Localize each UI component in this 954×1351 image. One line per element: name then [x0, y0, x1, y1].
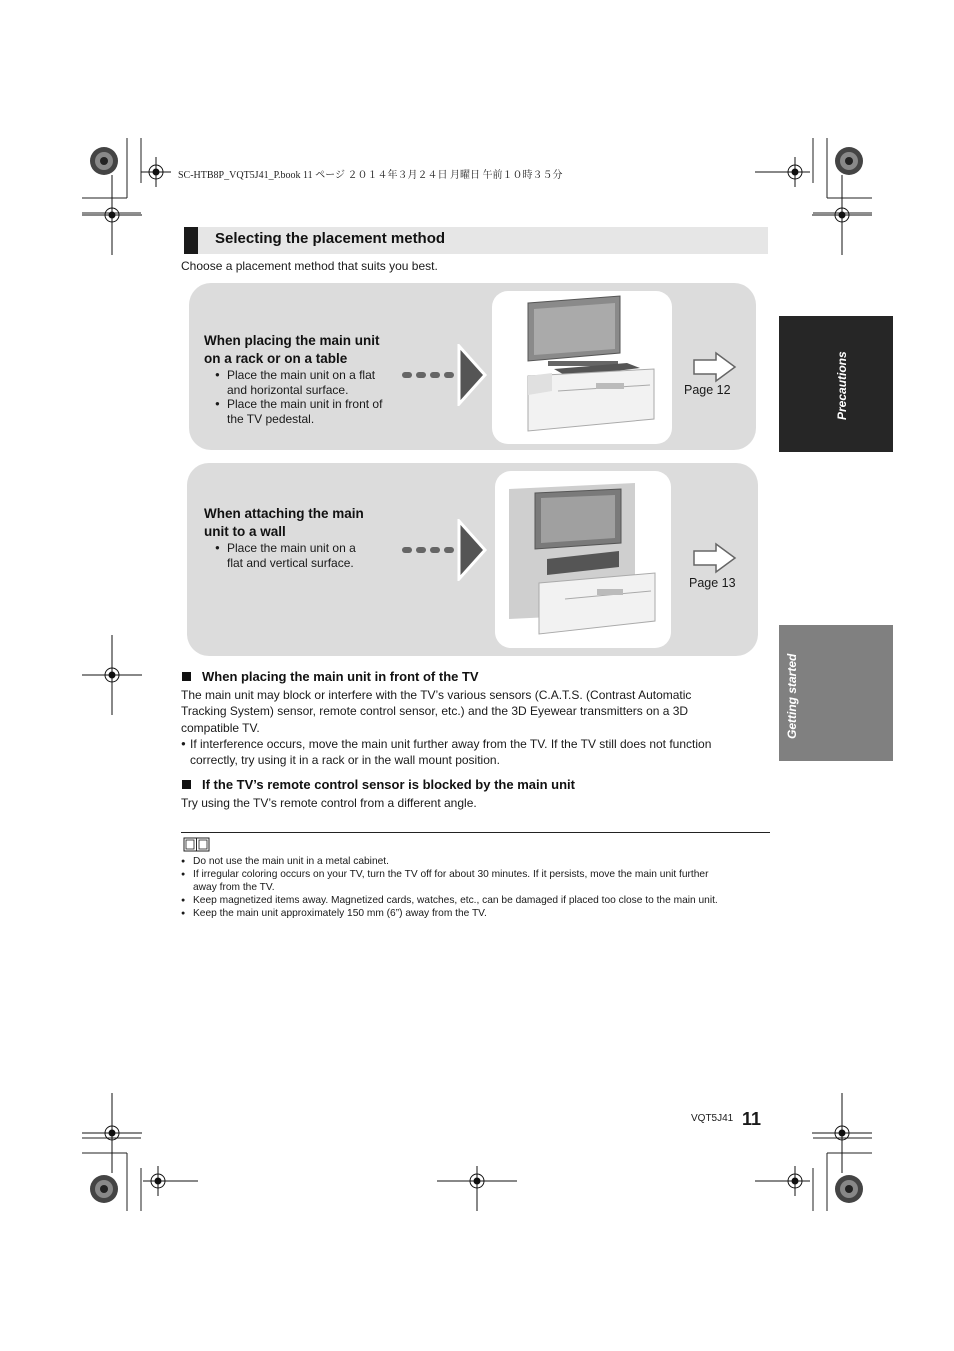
- panel-wall-title-line1: When attaching the main: [204, 506, 364, 521]
- list-item: ● Keep the main unit approximately 150 mm (6”) away from the TV.: [181, 908, 487, 919]
- tab-getting-started-label: Getting started: [785, 653, 799, 739]
- remote-blocked-heading: If the TV’s remote control sensor is blocked by the main unit: [182, 777, 575, 792]
- tab-precautions-label: Precautions: [835, 351, 849, 420]
- right-arrow-icon: [692, 351, 738, 383]
- dashed-arrow-icon: [402, 344, 488, 406]
- list-item: ● Do not use the main unit in a metal cabinet.: [181, 856, 389, 867]
- panel-rack-title-line1: When placing the main unit: [204, 333, 380, 348]
- list-item: ● Place the main unit in front of the TV pedestal.: [227, 397, 382, 426]
- model-code: VQT5J41: [691, 1113, 734, 1124]
- tv-wall-mount-image: [495, 471, 671, 648]
- panel-rack-title: [204, 332, 380, 368]
- print-header: SC-HTB8P_VQT5J41_P.book 11 ページ ２０１４年３月２４日 月曜日 午前１０時３５分: [178, 170, 563, 181]
- wall-illustration: [495, 471, 671, 648]
- rack-illustration: [492, 291, 672, 444]
- square-bullet-icon: [182, 780, 191, 789]
- section-heading-marker: [184, 227, 198, 254]
- panel-wall-bullets: [227, 541, 356, 570]
- page-ref-12[interactable]: Page 12: [684, 383, 731, 397]
- panel-rack-title-line2: on a rack or on a table: [204, 351, 348, 366]
- list-item: ● Keep magnetized items away. Magnetized cards, watches, etc., can be damaged if placed too close to the main unit.: [181, 895, 718, 906]
- front-of-tv-heading: When placing the main unit in front of the TV: [182, 669, 479, 684]
- dashed-arrow-icon: [402, 519, 488, 581]
- notes-divider: [181, 832, 770, 833]
- notes-list: [181, 855, 773, 920]
- list-item: ● Place the main unit on a flat and horizontal surface.: [227, 368, 382, 397]
- panel-wall-title-line2: unit to a wall: [204, 524, 286, 539]
- panel-rack-bullets: [227, 368, 382, 426]
- right-arrow-icon: [692, 542, 738, 574]
- section-title: Selecting the placement method: [215, 230, 446, 247]
- remote-blocked-text: Try using the TV’s remote control from a different angle.: [181, 796, 477, 810]
- section-intro: Choose a placement method that suits you best.: [181, 259, 438, 273]
- book-icon: [183, 837, 210, 852]
- page-ref-13[interactable]: Page 13: [689, 576, 736, 590]
- tab-precautions[interactable]: [779, 316, 893, 452]
- panel-wall-title: [204, 505, 364, 541]
- tv-on-rack-image: [492, 291, 672, 444]
- square-bullet-icon: [182, 672, 191, 681]
- front-of-tv-text: The main unit may block or interfere with the TV’s various sensors (C.A.T.S. (Contrast Automatic Tracking System) sensor, remote control sensor, etc.) and the 3D Eyewear transmitters on a 3D compatible TV. ● If interference occurs, move the main unit further away from the TV. If the TV still does not function correctly, try using it in a rack or in the wall mount position.: [181, 688, 712, 768]
- tab-getting-started[interactable]: [779, 625, 893, 761]
- list-item: ● If irregular coloring occurs on your TV, turn the TV off for about 30 minutes. If it persists, move the main unit further away from the TV.: [181, 869, 709, 893]
- page-number: 11: [742, 1109, 762, 1129]
- list-item: ● Place the main unit on a flat and vertical surface.: [227, 541, 356, 570]
